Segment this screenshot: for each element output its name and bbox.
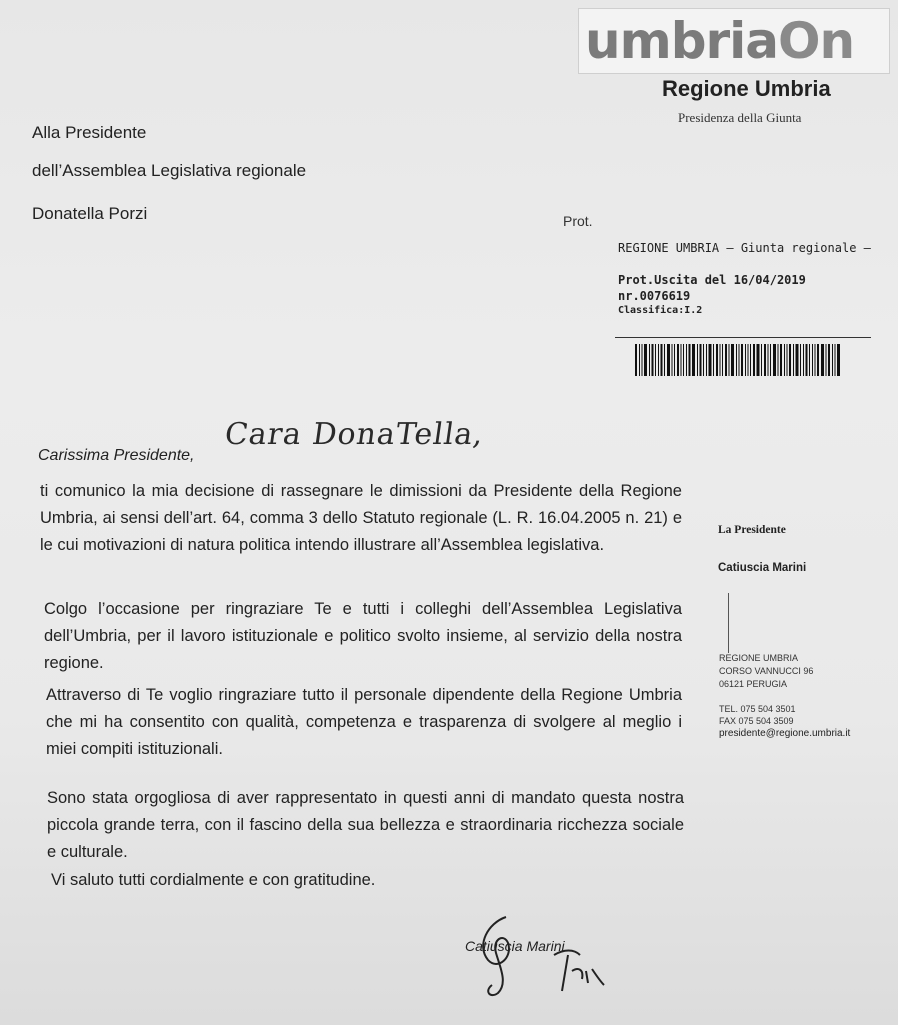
watermark-text-part2: On (778, 12, 855, 70)
recipient-line-1: Alla Presidente (32, 123, 147, 142)
sidebar-name: Catiuscia Marini (718, 562, 807, 574)
sidebar-title: La Presidente (718, 524, 786, 536)
sidebar-tel: TEL. 075 504 3501 (719, 704, 796, 714)
barcode-graphic (635, 344, 842, 376)
body-paragraph-1: ti comunico la mia decisione di rassegnare le dimissioni da Presidente della Regione Umbria, ai sensi dell’art. 64, comma 3 dello Statuto regionale (L. R. 16.04.2005 n. 21) e le cui motivazioni di natura politica intendo illustrare all’Assemblea legislativa. (40, 482, 682, 554)
body-paragraph-5: Vi saluto tutti cordialmente e con gratitudine. (51, 871, 376, 889)
sidebar-fax: FAX 075 504 3509 (719, 716, 794, 726)
umbriaon-watermark-logo (578, 8, 890, 74)
sidebar-divider (728, 593, 729, 653)
protocol-label: Prot. (563, 213, 593, 229)
body-paragraph-2: Colgo l’occasione per ringraziare Te e tutti i colleghi dell’Assemblea Legislativa dell’Umbria, per il lavoro istituzionale e politico svolto insieme, al servizio della nostra regione. (44, 600, 682, 672)
salutation-printed: Carissima Presidente, (38, 447, 195, 464)
recipient-line-3: Donatella Porzi (32, 204, 148, 223)
watermark-text-part1: umbria (585, 12, 779, 70)
body-paragraph-4: Sono stata orgogliosa di aver rappresentato in questi anni di mandato questa nostra piccola grande terra, con il fascino della sua bellezza e straordinaria ricchezza sociale e culturale. (47, 789, 684, 861)
protocol-stamp-line-2: Prot.Uscita del 16/04/2019 (618, 273, 806, 287)
salutation-handwritten: Cara DonaTella, (222, 417, 487, 452)
letterhead-title: Regione Umbria (662, 76, 831, 101)
sidebar-email: presidente@regione.umbria.it (719, 728, 851, 739)
protocol-stamp-line-1: REGIONE UMBRIA – Giunta regionale – (618, 241, 871, 255)
sidebar-city: 06121 PERUGIA (719, 679, 788, 689)
sidebar-street: CORSO VANNUCCI 96 (719, 666, 814, 676)
body-paragraph-3: Attraverso di Te voglio ringraziare tutto il personale dipendente della Regione Umbria che mi ha consentito con qualità, competenza e trasparenza di svolgere al meglio i miei compiti istituzionali. (46, 686, 682, 758)
signature-name: Catiuscia Marini (465, 938, 565, 954)
letterhead-subtitle: Presidenza della Giunta (678, 110, 802, 125)
recipient-line-2: dell’Assemblea Legislativa regionale (32, 161, 307, 180)
protocol-stamp-line-4: Classifica:I.2 (618, 305, 703, 316)
protocol-stamp-rule (615, 337, 871, 338)
protocol-stamp-line-3: nr.0076619 (618, 289, 691, 303)
sidebar-org: REGIONE UMBRIA (719, 653, 799, 663)
